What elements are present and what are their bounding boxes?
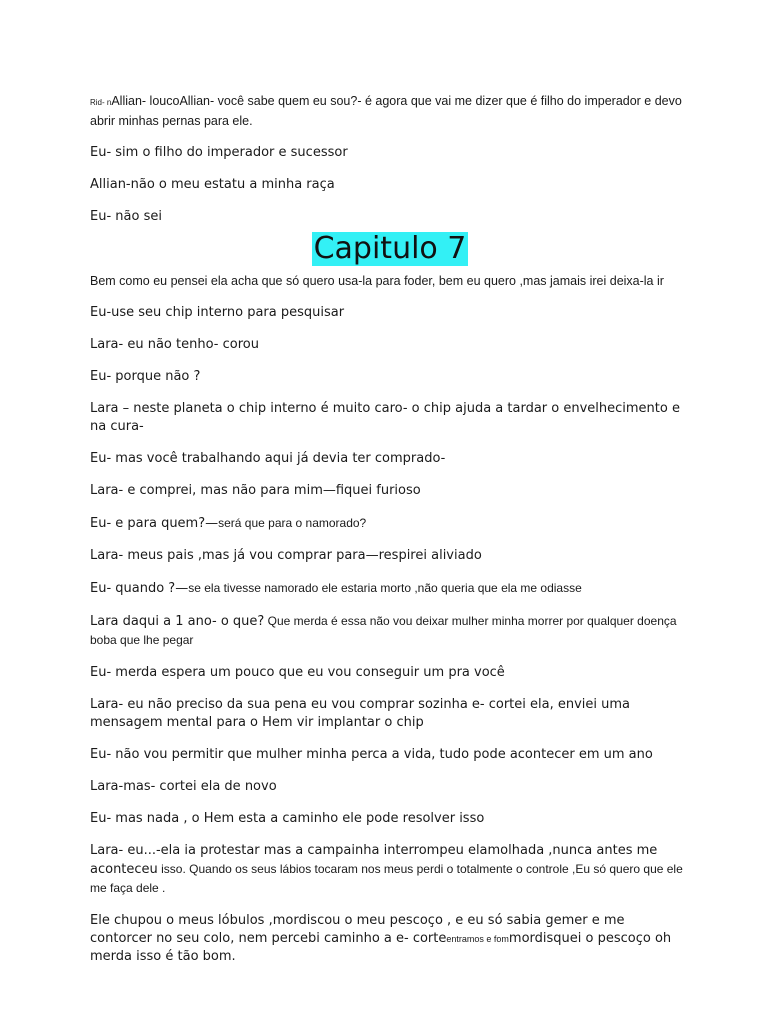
paragraph-13: Lara- meus pais ,mas já vou comprar para—respirei aliviado (90, 548, 482, 563)
text-fragment: Lara- eu...-ela ia protestar mas a campainha interrompeu elamolhada ,nunca antes me aconteceu (90, 843, 658, 877)
paragraph-16: Eu- merda espera um pouco que eu vou conseguir um pra você (90, 665, 505, 680)
paragraph-3: Allian-não o meu estatu a minha raça (90, 177, 335, 192)
paragraph-11: Lara- e comprei, mas não para mim—fiquei furioso (90, 483, 421, 498)
paragraph-17: Lara- eu não preciso da sua pena eu vou comprar sozinha e- cortei ela, enviei uma mensagem mental para o Hem vir implantar o chip (90, 697, 631, 730)
text-fragment: Que merda é essa não vou deixar mulher minha morrer por qualquer doença boba que lhe pegar (90, 614, 677, 647)
text-fragment: será que para o namorado? (218, 516, 367, 530)
text-fragment: mordisquei o pescoço oh merda isso é tão bom. (90, 931, 672, 964)
text-fragment: Allian- louco (111, 94, 180, 108)
paragraph-22 (90, 912, 690, 966)
paragraph-5: Bem como eu pensei ela acha que só quero usa-la para foder, bem eu quero ,mas jamais irei deixa-la ir (90, 274, 664, 288)
paragraph-7: Lara- eu não tenho- corou (90, 337, 259, 352)
paragraph-21 (90, 842, 690, 898)
paragraph-10: Eu- mas você trabalhando aqui já devia ter comprado- (90, 451, 446, 466)
paragraph-8: Eu- porque não ? (90, 369, 201, 384)
text-fragment: é agora que vai me dizer que é filho do imperador e devo abrir minhas pernas para ele. (90, 94, 682, 128)
paragraph-4: Eu- não sei (90, 209, 162, 224)
document-page (90, 92, 690, 980)
paragraph-20: Eu- mas nada , o Hem esta a caminho ele pode resolver isso (90, 811, 485, 826)
text-fragment: isso. Quando os seus lábios tocaram nos meus perdi o totalmente o controle ,Eu só quero que ele me faça dele . (90, 862, 683, 895)
paragraph-12 (90, 514, 690, 533)
text-fragment: Allian- você sabe quem eu sou?- (179, 94, 362, 108)
paragraph-1 (90, 92, 690, 130)
paragraph-6: Eu-use seu chip interno para pesquisar (90, 305, 345, 320)
text-fragment: Eu- e para quem?— (90, 516, 219, 531)
text-fragment: Rid- n (90, 98, 112, 107)
chapter-heading (90, 232, 690, 266)
chapter-title: Capitulo 7 (313, 231, 467, 266)
paragraph-15 (90, 612, 690, 650)
paragraph-18: Eu- não vou permitir que mulher minha perca a vida, tudo pode acontecer em um ano (90, 747, 653, 762)
text-fragment: entramos e fom (446, 934, 509, 944)
paragraph-14 (90, 579, 690, 598)
paragraph-19: Lara-mas- cortei ela de novo (90, 779, 277, 794)
text-fragment: Lara daqui a 1 ano- o que? (90, 614, 265, 629)
text-fragment: Eu- quando ?— (90, 581, 189, 596)
paragraph-9: Lara – neste planeta o chip interno é muito caro- o chip ajuda a tardar o envelhecimento e na cura- (90, 401, 680, 434)
text-fragment: se ela tivesse namorado ele estaria morto ,não queria que ela me odiasse (188, 581, 582, 595)
text-fragment: Ele chupou o meus lóbulos ,mordiscou o meu pescoço , e eu só sabia gemer e me contorcer no seu colo, nem percebi caminho a e- corte (90, 913, 625, 946)
paragraph-2: Eu- sim o filho do imperador e sucessor (90, 145, 348, 160)
